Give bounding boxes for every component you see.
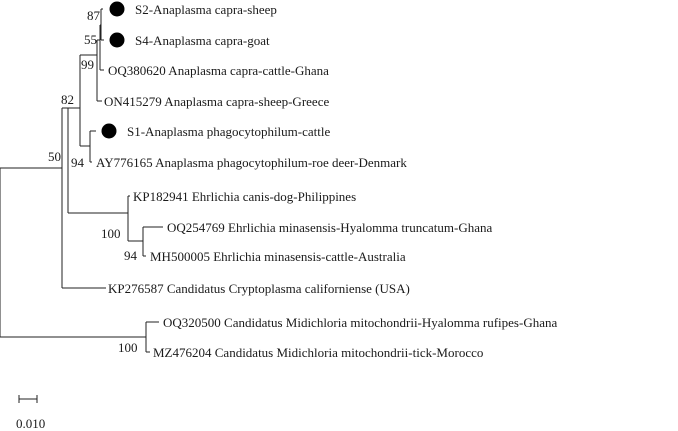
- leaf-label: KP182941 Ehrlichia canis-dog-Philippines: [133, 189, 357, 204]
- bootstrap-value: 87: [87, 8, 100, 23]
- scale-bar-line: [19, 395, 37, 403]
- scale-bar: [16, 395, 45, 431]
- leaf-label: ON415279 Anaplasma capra-sheep-Greece: [104, 94, 330, 109]
- leaf-label: S4-Anaplasma capra-goat: [135, 33, 270, 48]
- sample-marker-icon: [102, 124, 117, 139]
- leaf-label: MZ476204 Candidatus Midichloria mitochondrii-tick-Morocco: [153, 345, 484, 360]
- sample-marker-icon: [110, 33, 125, 48]
- leaf-label: OQ320500 Candidatus Midichloria mitochondrii-Hyalomma rufipes-Ghana: [163, 315, 558, 330]
- bootstrap-value: 55: [84, 32, 97, 47]
- leaf-label: KP276587 Candidatus Cryptoplasma californiense (USA): [108, 281, 410, 296]
- bootstrap-value: 50: [48, 149, 61, 164]
- leaf-label: MH500005 Ehrlichia minasensis-cattle-Australia: [150, 249, 406, 264]
- sample-marker-icon: [110, 2, 125, 17]
- leaf-label: AY776165 Anaplasma phagocytophilum-roe deer-Denmark: [96, 155, 407, 170]
- bootstrap-value: 94: [71, 155, 84, 170]
- bootstrap-value: 100: [101, 226, 121, 241]
- bootstrap-value: 100: [118, 340, 138, 355]
- leaf-labels: [96, 2, 557, 360]
- anaplasmataceae-branch: [62, 108, 106, 288]
- bootstrap-value: 82: [61, 92, 74, 107]
- s2-s4-branch: [101, 9, 104, 40]
- leaf-label: OQ380620 Anaplasma capra-cattle-Ghana: [108, 63, 329, 78]
- scale-bar-label: 0.010: [16, 416, 46, 431]
- bootstrap-values: [48, 8, 138, 355]
- leaf-label: OQ254769 Ehrlichia minasensis-Hyalomma truncatum-Ghana: [167, 220, 493, 235]
- bootstrap-value: 94: [124, 248, 137, 263]
- leaf-label: S2-Anaplasma capra-sheep: [135, 2, 277, 17]
- leaf-label: S1-Anaplasma phagocytophilum-cattle: [127, 124, 331, 139]
- bootstrap-value: 99: [81, 57, 94, 72]
